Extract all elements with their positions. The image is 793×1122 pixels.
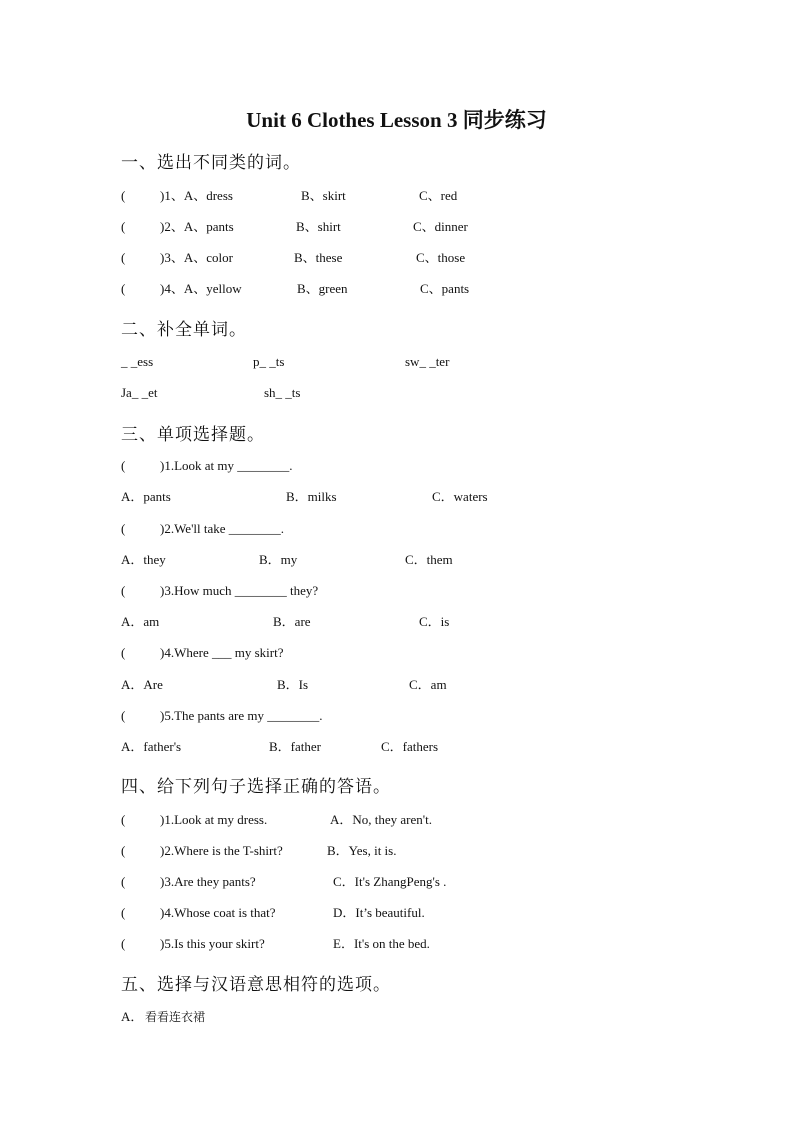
word-blank-5: sh_ _ts [264, 385, 301, 400]
option-b: B．are [273, 614, 311, 629]
option-a: A．pants [121, 489, 171, 504]
s4-q3-text: )3.Are they pants? [160, 874, 256, 889]
section-4-heading: 四、给下列句子选择正确的答语。 [121, 777, 391, 797]
answer-paren: ( [121, 645, 126, 660]
s4-answer-c: C．It's ZhangPeng's . [333, 874, 447, 889]
s4-answer-d: D．It’s beautiful. [333, 905, 425, 920]
answer-paren: ( [121, 936, 126, 951]
section-3-heading: 三、单项选择题。 [121, 425, 265, 445]
option-b: B．my [259, 552, 298, 567]
s1-q2-option-c: C、dinner [413, 219, 468, 234]
option-a: A．am [121, 614, 160, 629]
answer-paren: ( [121, 905, 126, 920]
option-c: C．am [409, 677, 447, 692]
s3-q1-text: )1.Look at my ________. [160, 458, 293, 473]
option-a-label: A． [121, 1009, 144, 1024]
answer-paren: ( [121, 521, 126, 536]
s1-q1-option-c: C、red [419, 188, 458, 203]
s1-q2-option-b: B、shirt [296, 219, 341, 234]
s1-q4-option-a: )4、A、yellow [160, 281, 242, 296]
answer-paren: ( [121, 458, 126, 473]
s1-q3-option-c: C、those [416, 250, 466, 265]
section-1-heading: 一、选出不同类的词。 [121, 153, 301, 173]
option-c: C．them [405, 552, 453, 567]
word-blank-3: sw_ _ter [405, 354, 450, 369]
s3-q4-text: )4.Where ___ my skirt? [160, 645, 284, 660]
option-b: B．milks [286, 489, 337, 504]
s1-q3-option-b: B、these [294, 250, 343, 265]
answer-paren: ( [121, 812, 126, 827]
s1-q1-option-b: B、skirt [301, 188, 346, 203]
s4-q1-text: )1.Look at my dress. [160, 812, 268, 827]
option-b: B．father [269, 739, 321, 754]
s3-q5-text: )5.The pants are my ________. [160, 708, 323, 723]
answer-paren: ( [121, 708, 126, 723]
answer-paren: ( [121, 843, 126, 858]
answer-paren: ( [121, 250, 126, 265]
option-a-text: 看看连衣裙 [145, 1010, 206, 1024]
option-b: B．Is [277, 677, 309, 692]
answer-paren: ( [121, 219, 126, 234]
s1-q1-option-a: )1、A、dress [160, 188, 233, 203]
s3-q2-text: )2.We'll take ________. [160, 521, 285, 536]
s3-q3-text: )3.How much ________ they? [160, 583, 319, 598]
s4-answer-e: E．It's on the bed. [333, 936, 430, 951]
section-2-heading: 二、补全单词。 [121, 320, 247, 340]
page-title: Unit 6 Clothes Lesson 3 同步练习 [246, 108, 547, 132]
section-5-heading: 五、选择与汉语意思相符的选项。 [121, 975, 391, 995]
word-blank-2: p_ _ts [253, 354, 285, 369]
answer-paren: ( [121, 874, 126, 889]
option-c: C．is [419, 614, 450, 629]
s1-q4-option-c: C、pants [420, 281, 470, 296]
s4-answer-a: A．No, they aren't. [330, 812, 432, 827]
s1-q3-option-a: )3、A、color [160, 250, 233, 265]
s1-q4-option-b: B、green [297, 281, 348, 296]
s4-q2-text: )2.Where is the T-shirt? [160, 843, 283, 858]
word-blank-4: Ja_ _et [121, 385, 158, 400]
option-a: A．they [121, 552, 166, 567]
answer-paren: ( [121, 281, 126, 296]
option-a: A．Are [121, 677, 163, 692]
option-c: C．fathers [381, 739, 439, 754]
answer-paren: ( [121, 188, 126, 203]
s4-q5-text: )5.Is this your skirt? [160, 936, 265, 951]
option-a: A．father's [121, 739, 182, 754]
word-blank-1: _ _ess [121, 354, 154, 369]
s1-q2-option-a: )2、A、pants [160, 219, 234, 234]
s4-q4-text: )4.Whose coat is that? [160, 905, 276, 920]
answer-paren: ( [121, 583, 126, 598]
option-c: C．waters [432, 489, 488, 504]
s4-answer-b: B．Yes, it is. [327, 843, 397, 858]
